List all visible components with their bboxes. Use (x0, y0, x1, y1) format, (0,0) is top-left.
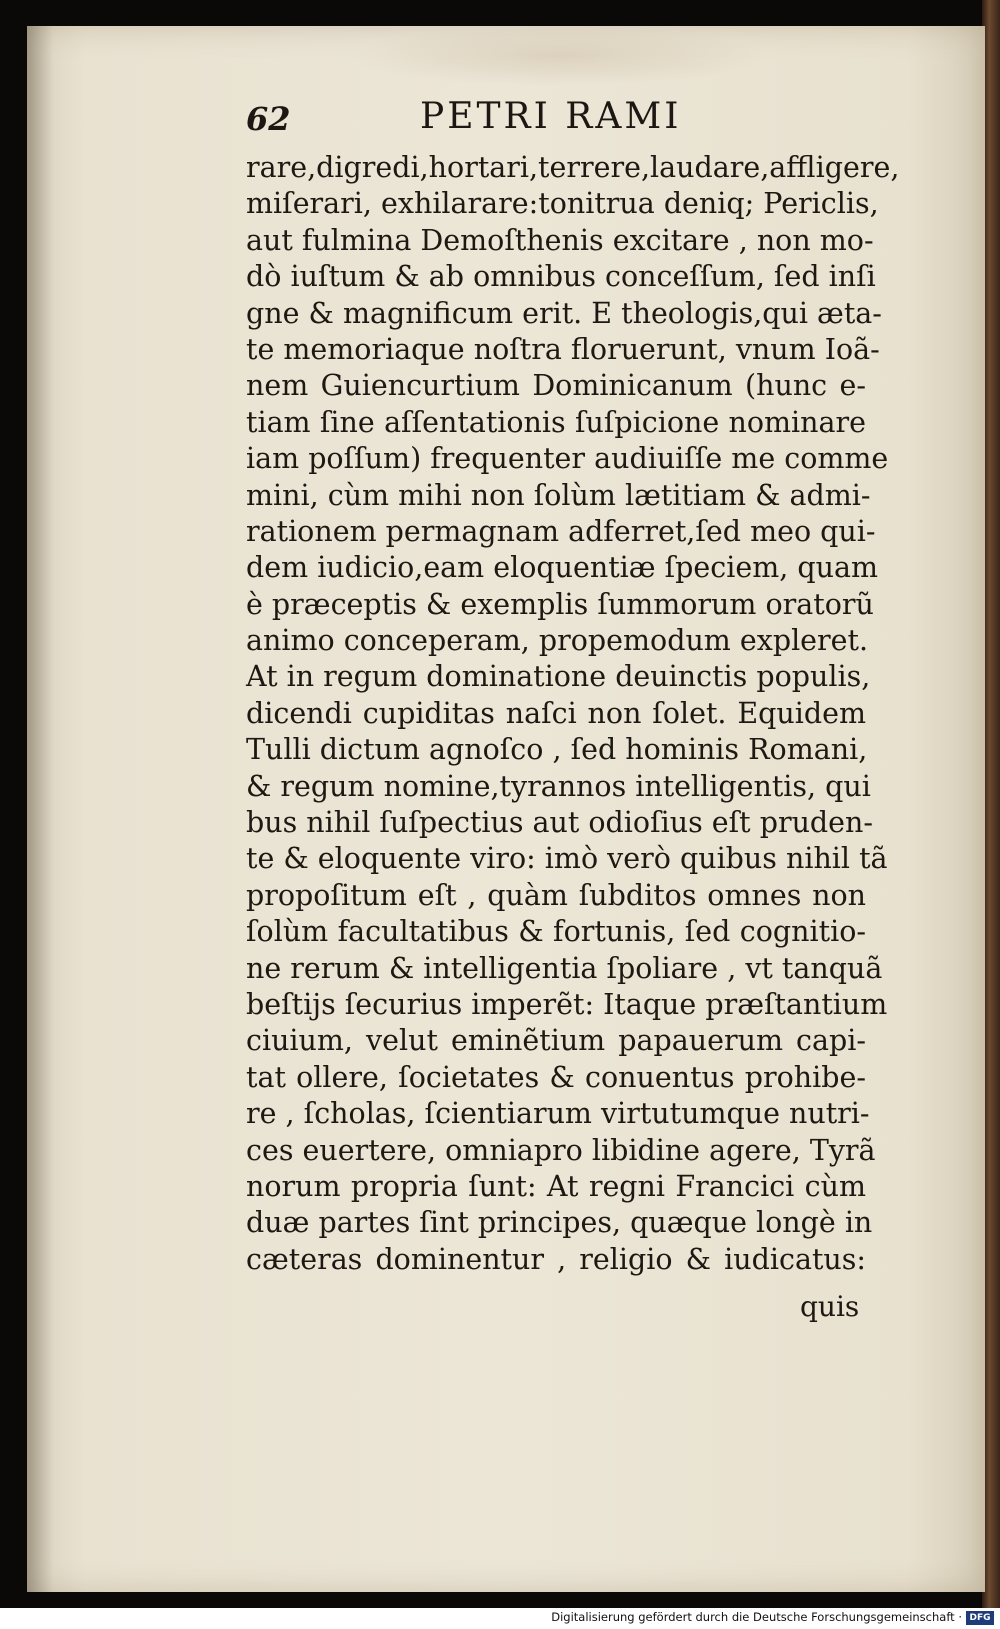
text-line: aut fulmina Demoſthenis excitare , non mo- (246, 223, 874, 257)
text-line: ſolùm facultatibus & fortunis, ſed cognitio- (246, 915, 866, 949)
text-line: re , ſcholas, ſcientiarum virtutumque nutri- (246, 1097, 870, 1131)
text-line: Tulli dictum agnoſco , ſed hominis Romani, (246, 733, 868, 767)
text-line: beſtijs ſecurius imperẽt: Itaque præſtantium (246, 987, 888, 1021)
text-line: ne rerum & intelligentia ſpoliare , vt tanquã (246, 951, 883, 985)
text-line: rationem permagnam adferret,ſed meo qui- (246, 514, 876, 548)
text-line: At in regum dominatione deuinctis populis, (246, 660, 871, 694)
text-line: te memoriaque noſtra floruerunt, vnum Ioã- (246, 332, 880, 366)
funding-credit: Digitalisierung gefördert durch die Deutsche Forschungsgemeinschaft · (551, 1610, 962, 1624)
text-line: duæ partes ſint principes, quæque longè in (246, 1206, 873, 1240)
gutter-shadow (27, 26, 53, 1592)
text-line: dem iudicio,eam eloquentiæ ſpeciem, quam (246, 551, 878, 585)
catchword: quis (800, 1290, 860, 1323)
body-text (246, 150, 900, 1278)
text-line: cæteras dominentur , religio & iudicatus: (246, 1242, 866, 1276)
text-line: te & eloquente viro: imò verò quibus nihil tã (246, 842, 888, 876)
footer-bar (0, 1608, 1000, 1629)
text-line: nem Guiencurtium Dominicanum (hunc e- (246, 369, 866, 403)
text-line: gne & magnificum erit. E theologis,qui æta- (246, 296, 882, 330)
text-line: è præceptis & exemplis ſummorum oratorũ (246, 587, 874, 621)
text-line: dò iuſtum & ab omnibus conceſſum, ſed inſi (246, 260, 876, 294)
text-line: iam poſſum) frequenter audiuiſſe me comme (246, 442, 889, 476)
text-line: propoſitum eſt , quàm ſubditos omnes non (246, 878, 866, 912)
text-line: & regum nomine,tyrannos intelligentis, qui (246, 769, 871, 803)
page-number: 62 (246, 100, 291, 138)
text-line: tat ollere, ſocietates & conuentus prohibe- (246, 1060, 866, 1094)
text-line: miſerari, exhilarare:tonitrua deniq; Periclis, (246, 187, 879, 221)
text-line: ces euertere, omniapro libidine agere, Tyrã (246, 1133, 876, 1167)
running-title: PETRI RAMI (420, 96, 682, 137)
text-line: dicendi cupiditas naſci non ſolet. Equidem (246, 696, 866, 730)
text-line: mini, cùm mihi non ſolùm lætitiam & admi- (246, 478, 871, 512)
text-line: tiam ſine aſſentationis ſuſpicione nominare (246, 405, 866, 439)
running-head (218, 96, 878, 146)
text-line: rare,digredi,hortari,terrere,laudare,affligere, (246, 151, 900, 184)
dfg-logo: DFG (966, 1611, 994, 1625)
text-line: animo conceperam, propemodum expleret. (246, 624, 869, 658)
text-line: bus nihil ſuſpectius aut odioſius eſt pruden- (246, 806, 874, 840)
text-line: ciuium, velut eminẽtium papauerum capi- (246, 1024, 866, 1058)
text-line: norum propria ſunt: At regni Francici cùm (246, 1169, 866, 1203)
paper-stain (347, 26, 767, 86)
